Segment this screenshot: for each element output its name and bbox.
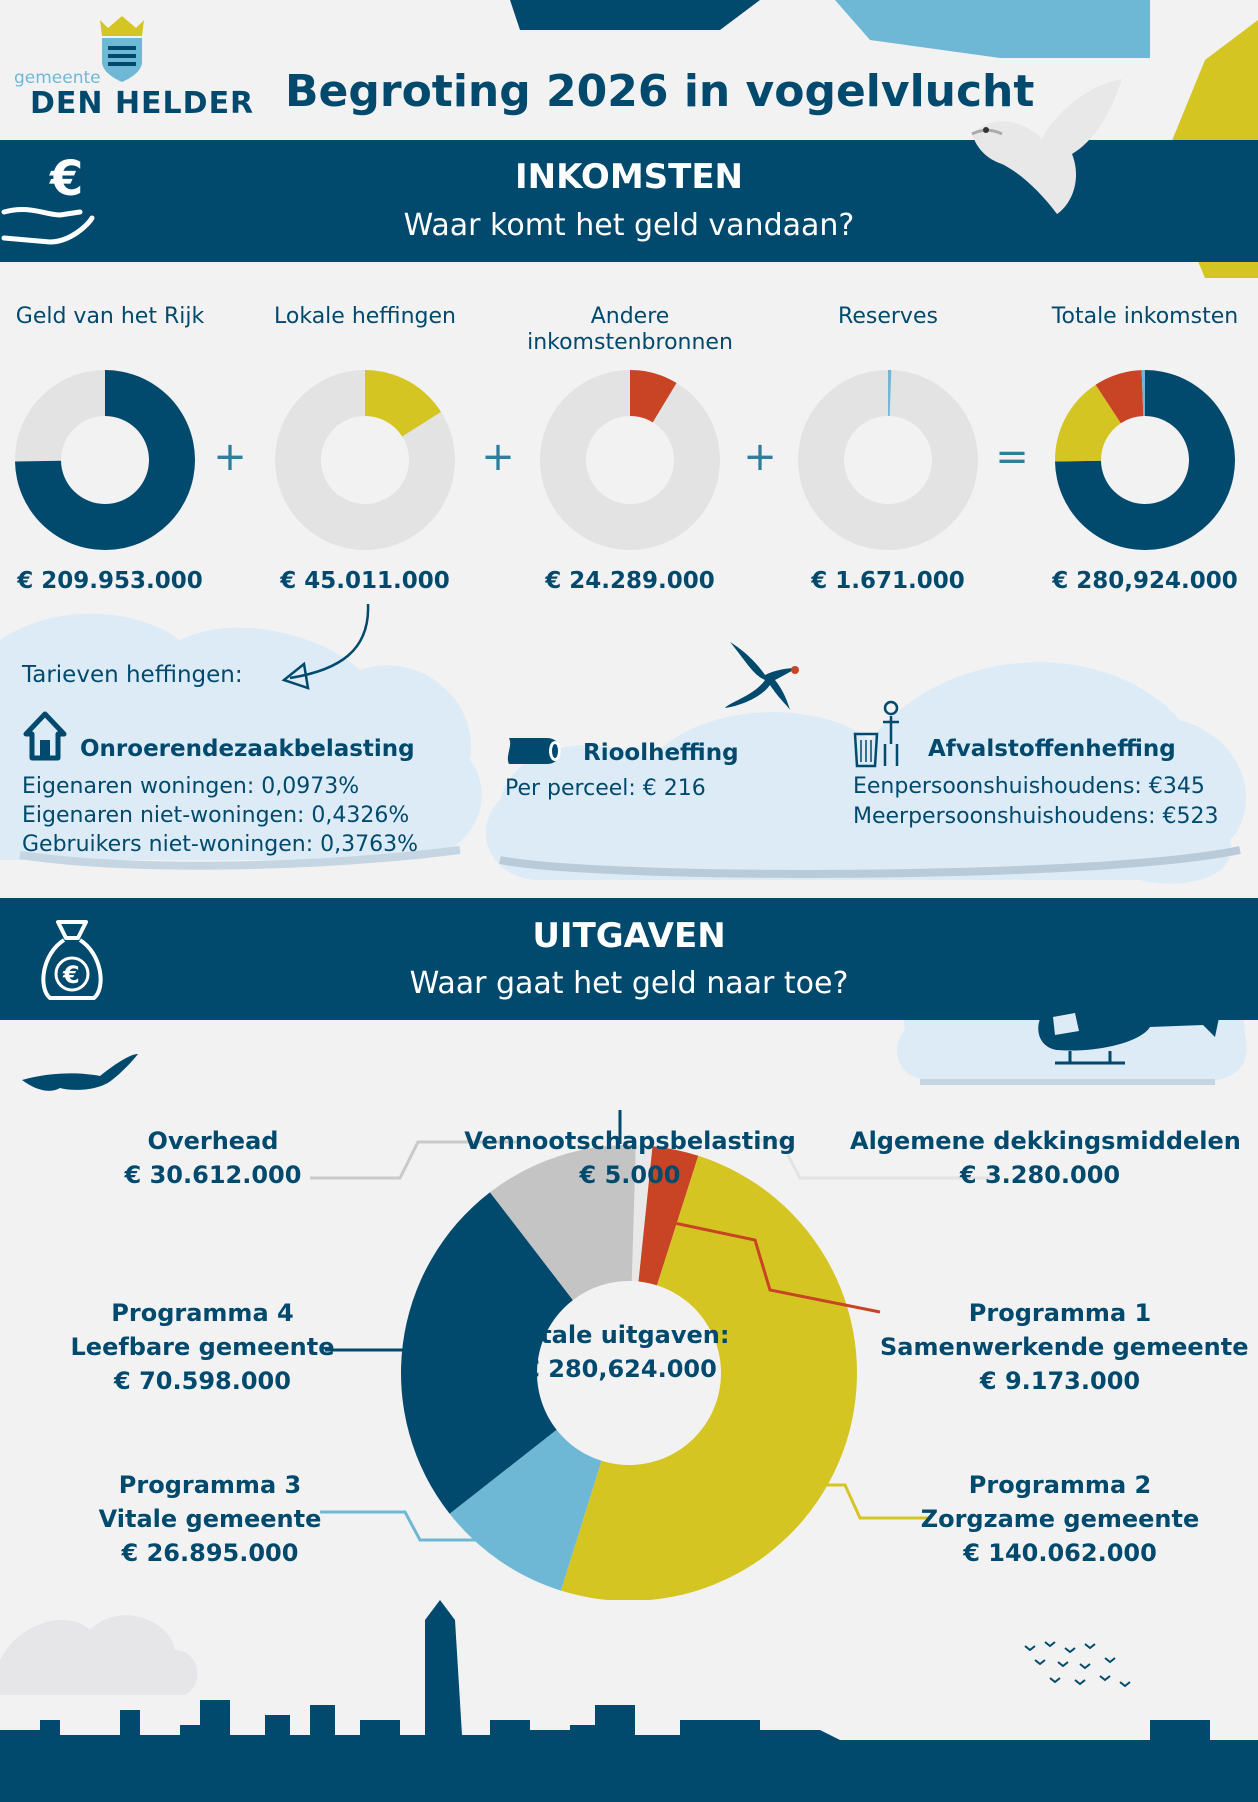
label-line: € 30.612.000 <box>124 1161 302 1189</box>
income-label-heffingen: Lokale heffingen <box>274 304 456 329</box>
label-line: Vitale gemeente <box>98 1505 322 1533</box>
income-subtitle: Waar komt het geld vandaan? <box>403 208 855 243</box>
income-value-rijk: € 209.953.000 <box>17 568 203 594</box>
chart-label-p4 <box>60 1296 345 1398</box>
logo <box>10 14 255 124</box>
label-line: Zorgzame gemeente <box>920 1505 1200 1533</box>
income-label-andere: Andere inkomstenbronnen <box>527 304 733 355</box>
page-title: Begroting 2026 in vogelvlucht <box>285 66 1035 117</box>
equals-operator: = <box>995 434 1029 480</box>
arrow-icon <box>270 600 380 690</box>
bird-flock-icon <box>1020 1636 1140 1696</box>
income-value-reserves: € 1.671.000 <box>811 568 965 594</box>
chart-label-p1 <box>880 1296 1249 1398</box>
label-line: € 5.000 <box>579 1161 681 1189</box>
label-line: € 3.280.000 <box>959 1161 1121 1189</box>
dove-icon <box>962 74 1132 224</box>
tariffs-title: Tarieven heffingen: <box>22 662 243 688</box>
ozb-line: Eigenaren niet-woningen: 0,4326% <box>22 803 410 828</box>
logo-small-text: gemeente <box>14 68 101 88</box>
label-line: Programma 4 <box>111 1299 294 1327</box>
label-line: € 9.173.000 <box>979 1367 1141 1395</box>
chart-label-overhead <box>88 1124 338 1192</box>
afval-line: Eenpersoonshuishoudens: €345 <box>853 774 1205 799</box>
logo-big-text: DEN HELDER <box>30 86 255 121</box>
plus-operator: + <box>743 434 777 480</box>
ozb-title: Onroerendezaakbelasting <box>80 736 415 762</box>
svg-text:€: € <box>50 151 84 207</box>
label-line: Programma 1 <box>968 1299 1152 1327</box>
income-donut-charts <box>0 360 1258 560</box>
label-line: Leefbare gemeente <box>70 1333 335 1361</box>
income-value-andere: € 24.289.000 <box>545 568 715 594</box>
crest-icon <box>94 14 150 84</box>
chart-label-algemene <box>850 1124 1241 1192</box>
label-line: € 140.062.000 <box>963 1539 1157 1567</box>
plus-operator: + <box>481 434 515 480</box>
ozb-line: Eigenaren woningen: 0,0973% <box>22 774 360 799</box>
center-value-line: € 280,624.000 <box>523 1355 717 1383</box>
trash-bin-icon <box>853 700 913 770</box>
label-line: Vennootschapsbelasting <box>464 1127 796 1155</box>
label-line: € 70.598.000 <box>114 1367 291 1395</box>
donut-remainder-slice <box>15 370 105 461</box>
afval-line: Meerpersoonshuishoudens: €523 <box>853 804 1219 829</box>
income-value-heffingen: € 45.011.000 <box>280 568 450 594</box>
chart-label-p3 <box>80 1468 340 1570</box>
income-title: INKOMSTEN <box>514 157 744 197</box>
house-icon <box>22 710 68 762</box>
svg-text:€: € <box>63 961 80 989</box>
label-line: € 26.895.000 <box>121 1539 299 1567</box>
plus-operator: + <box>213 434 247 480</box>
income-label-rijk: Geld van het Rijk <box>15 304 205 329</box>
center-label-line: Totale uitgaven: <box>510 1321 730 1349</box>
pipe-icon <box>505 736 567 766</box>
label-line: Programma 2 <box>968 1471 1152 1499</box>
ozb-line: Gebruikers niet-woningen: 0,3763% <box>22 832 418 857</box>
expenses-subtitle: Waar gaat het geld naar toe? <box>409 966 849 1001</box>
label-line: Overhead <box>147 1127 279 1155</box>
income-value-totaal: € 280,924.000 <box>1052 568 1238 594</box>
chart-center-label <box>500 1318 740 1386</box>
riool-title: Rioolheffing <box>583 740 739 766</box>
chart-label-venn <box>395 1124 865 1192</box>
swallow-icon <box>725 640 805 715</box>
bird-icon <box>20 1050 140 1095</box>
label-line: Programma 3 <box>118 1471 302 1499</box>
label-line: Samenwerkende gemeente <box>880 1333 1249 1361</box>
afval-title: Afvalstoffenheffing <box>928 736 1176 762</box>
income-label-totaal: Totale inkomsten <box>1051 304 1239 329</box>
chart-label-p2 <box>920 1468 1200 1570</box>
label-line: Algemene dekkingsmiddelen <box>850 1127 1241 1155</box>
income-label-reserves: Reserves <box>838 304 938 329</box>
helicopter-icon <box>975 965 1245 1075</box>
riool-line: Per perceel: € 216 <box>505 776 706 801</box>
expenses-title: UITGAVEN <box>532 916 726 956</box>
